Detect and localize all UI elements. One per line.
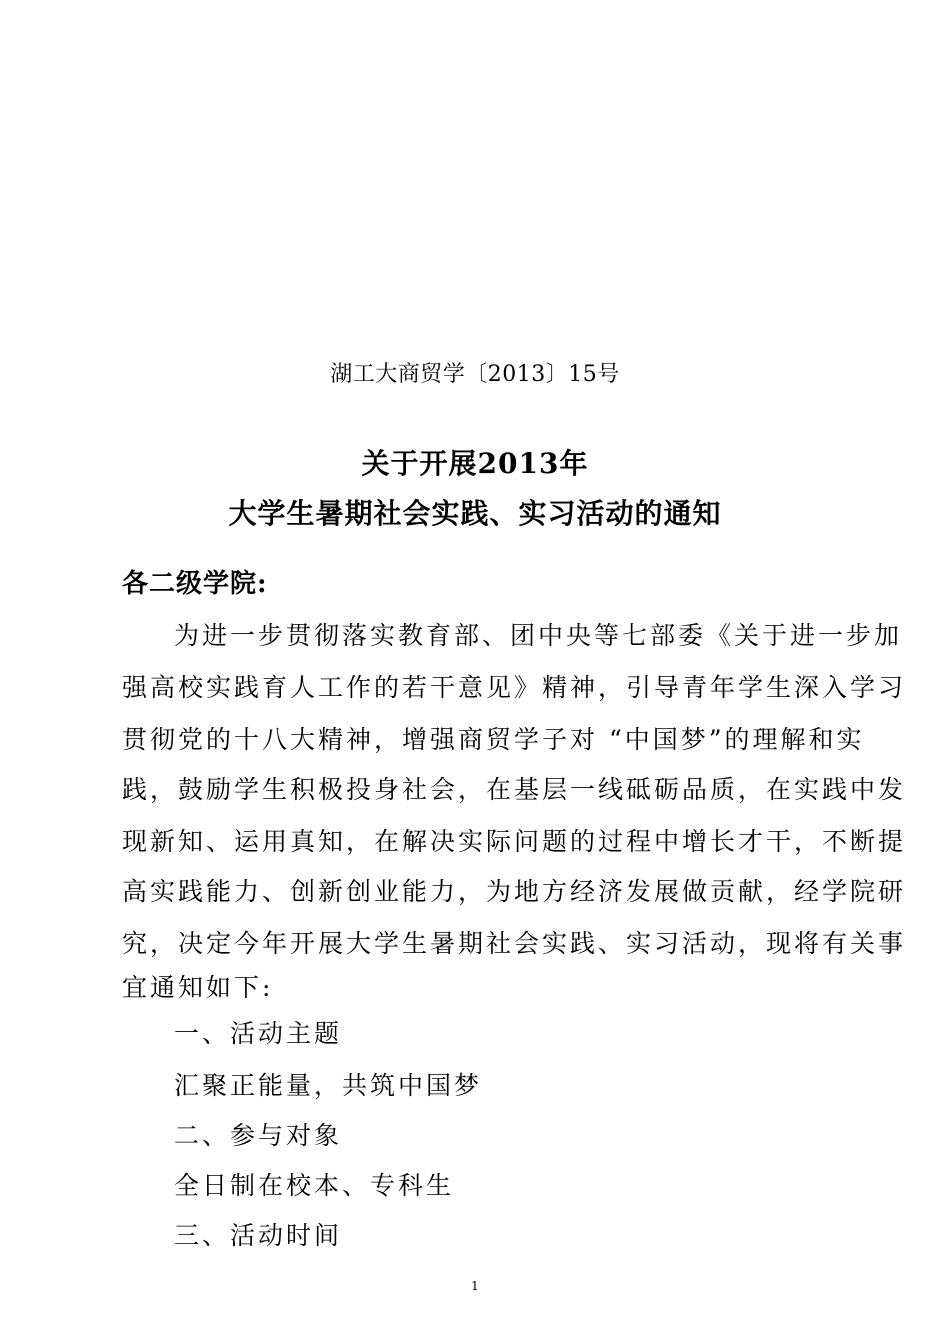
- body-line: 宜通知如下:: [122, 973, 274, 1002]
- body-line: 践，鼓励学生积极投身社会，在基层一线砥砺品质，在实践中发: [122, 775, 907, 804]
- body-line: 为进一步贯彻落实教育部、团中央等七部委《关于进一步加: [174, 621, 903, 650]
- body-line: 贯彻党的十八大精神，增强商贸学子对 “中国梦”的理解和实: [122, 725, 865, 754]
- body-line: 强高校实践育人工作的若干意见》精神，引导青年学生深入学习: [122, 673, 907, 702]
- section-heading-participants: 二、参与对象: [174, 1121, 343, 1150]
- document-number: 湖工大商贸学〔2013〕15号: [330, 362, 620, 387]
- title-line-1: 关于开展2013年: [361, 447, 589, 480]
- body-line: 现新知、运用真知，在解决实际问题的过程中增长才干，不断提: [122, 827, 907, 856]
- section-heading-time: 三、活动时间: [174, 1221, 343, 1250]
- body-line: 高实践能力、创新创业能力，为地方经济发展做贡献，经学院研: [122, 877, 907, 906]
- body-line: 究，决定今年开展大学生暑期社会实践、实习活动，现将有关事: [122, 929, 907, 958]
- title-line-2: 大学生暑期社会实践、实习活动的通知: [228, 497, 722, 530]
- page-number: 1: [471, 1279, 479, 1293]
- section-content-participants: 全日制在校本、专科生: [174, 1171, 455, 1200]
- section-heading-theme: 一、活动主题: [174, 1019, 343, 1048]
- salutation: 各二级学院:: [122, 569, 268, 599]
- section-content-theme: 汇聚正能量，共筑中国梦: [174, 1071, 483, 1100]
